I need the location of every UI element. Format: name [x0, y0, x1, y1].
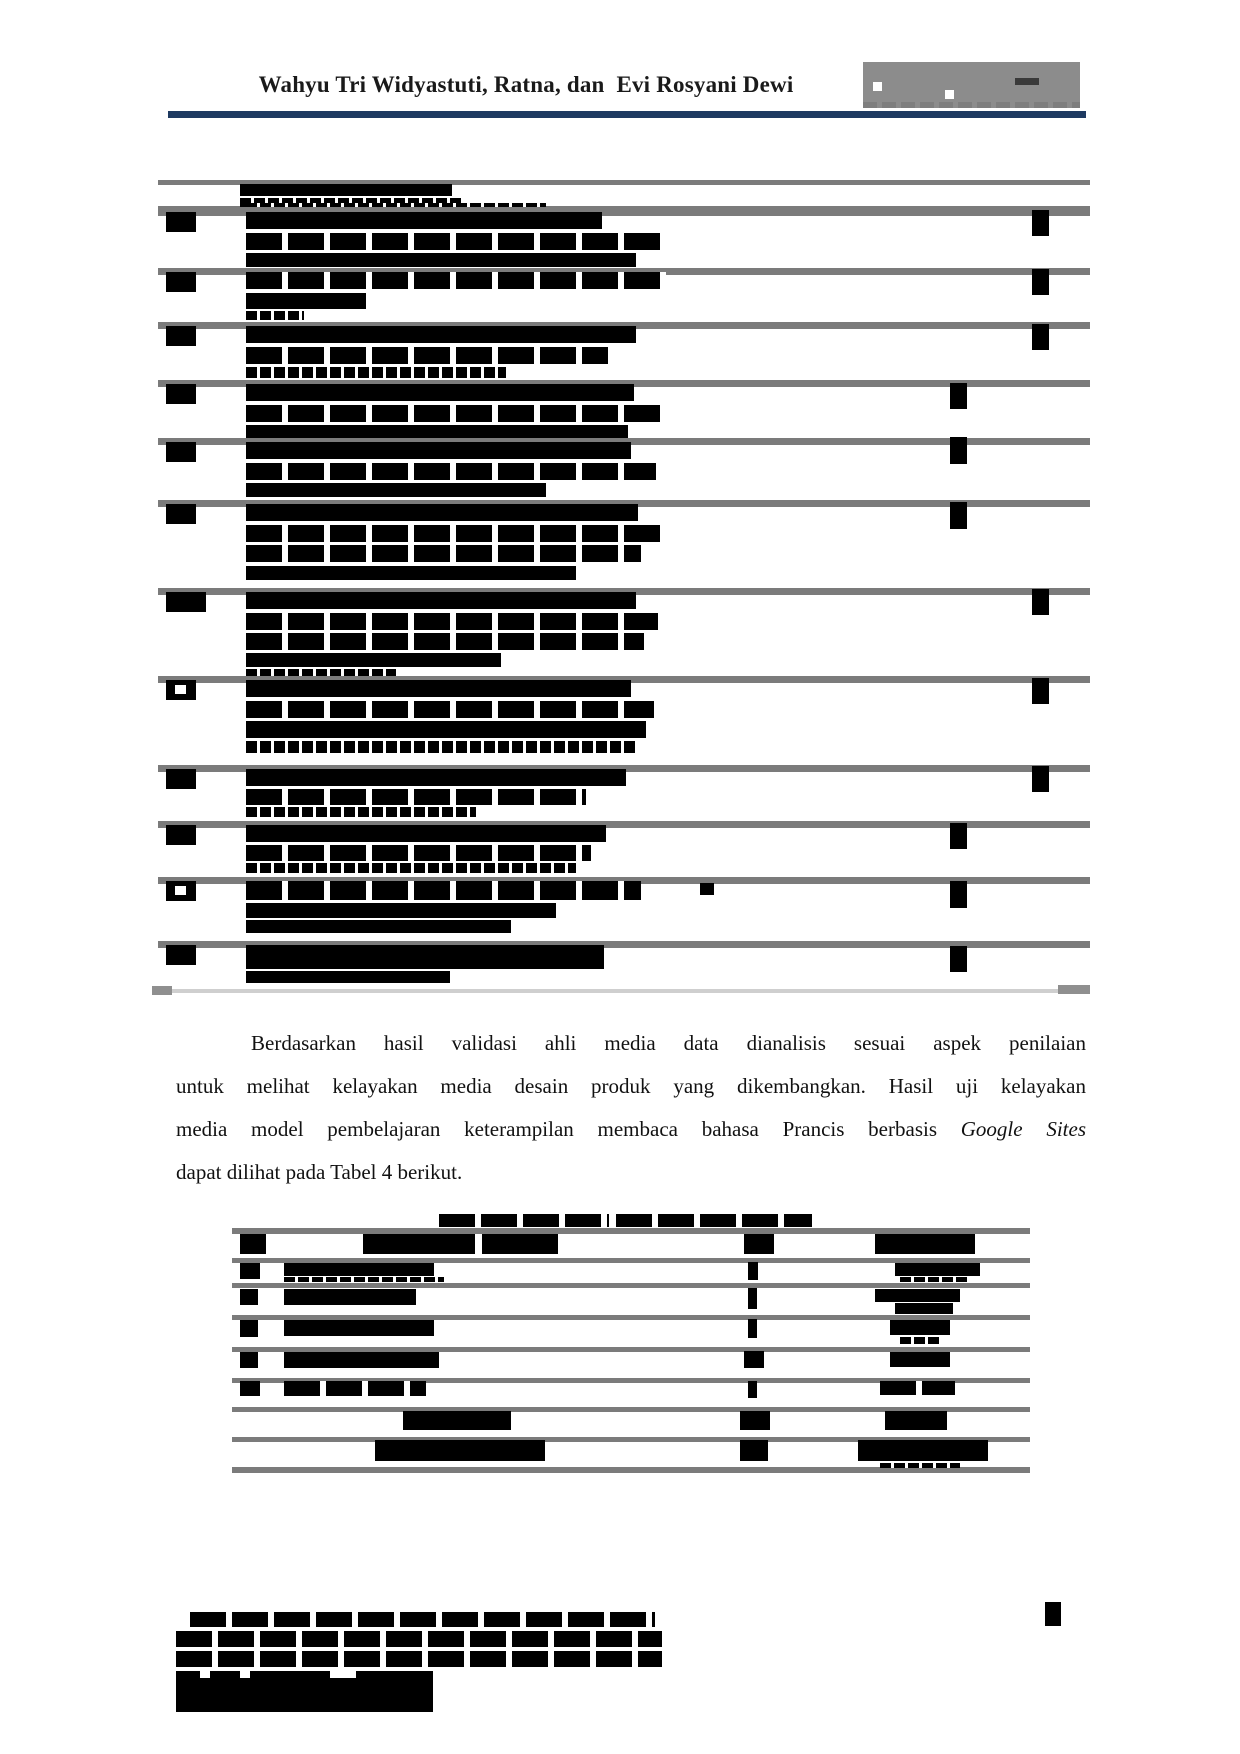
cell-text-redaction — [858, 1440, 988, 1461]
running-head-authors: Wahyu Tri Widyastuti, Ratna, dan Evi Rosyani Dewi — [258, 72, 794, 97]
footnote-gap — [240, 1671, 250, 1678]
footnote-gap — [200, 1671, 210, 1678]
cell-text-redaction — [246, 825, 606, 842]
cell-text-redaction — [748, 1262, 758, 1280]
header-rule — [168, 111, 1086, 118]
table-caption-redaction — [439, 1214, 609, 1227]
cell-text-redaction — [246, 881, 641, 900]
cell-text-redaction — [246, 384, 634, 401]
row-number-redaction — [166, 825, 196, 845]
cell-text-redaction — [284, 1289, 416, 1305]
cell-text-redaction — [875, 1289, 960, 1302]
cell-text-redaction — [246, 504, 638, 521]
score-mark — [1032, 210, 1049, 236]
row-number-redaction — [166, 272, 196, 292]
cell-text-redaction — [740, 1440, 768, 1461]
cell-text-redaction — [880, 1381, 955, 1395]
score-mark — [950, 437, 967, 464]
header-redaction-badge — [863, 62, 1080, 108]
cell-text-redaction — [246, 971, 450, 983]
cell-text-redaction — [744, 1351, 764, 1368]
cell-text-redaction — [246, 212, 602, 229]
cell-text-redaction — [246, 525, 660, 542]
cell-text-redaction — [375, 1440, 545, 1461]
cell-text-redaction — [284, 1320, 434, 1336]
cell-text-redaction — [246, 203, 546, 207]
score-mark — [950, 383, 967, 409]
score-mark — [1032, 269, 1049, 295]
row-number-redaction — [166, 945, 196, 965]
cell-text-redaction — [246, 741, 636, 753]
rule-end-blob — [1058, 985, 1090, 994]
cell-text-redaction — [284, 1263, 434, 1276]
score-mark — [950, 946, 967, 972]
table-caption-redaction — [616, 1214, 812, 1227]
paragraph-line: untuk melihat kelayakan media desain produk yang dikembangkan. Hasil uji kelayakan — [176, 1074, 1086, 1098]
cell-text-redaction — [900, 1337, 940, 1344]
cell-text-redaction — [246, 680, 631, 697]
score-mark — [1032, 324, 1049, 350]
row-number-redaction — [166, 384, 196, 404]
badge-white-mark — [873, 82, 882, 91]
footnote-gap — [330, 1671, 356, 1678]
cell-text-redaction — [246, 633, 644, 650]
cell-text-redaction — [284, 1381, 426, 1396]
cell-text-redaction — [240, 1381, 260, 1396]
cell-text-redaction — [246, 253, 636, 267]
cell-text-redaction — [246, 863, 576, 873]
cell-text-redaction — [246, 807, 476, 817]
row-number-redaction — [166, 881, 196, 901]
row-number-redaction — [166, 592, 206, 612]
cell-text-redaction — [246, 920, 511, 933]
cell-text-redaction — [246, 545, 641, 562]
cell-text-redaction — [240, 1352, 258, 1368]
rule-end-blob — [152, 986, 172, 995]
footnote-redaction — [1045, 1602, 1061, 1626]
cell-text-redaction — [246, 367, 506, 378]
paragraph-line: Berdasarkan hasil validasi ahli media data dianalisis sesuai aspek penilaian — [251, 1031, 1086, 1055]
cell-text-redaction — [246, 845, 591, 861]
cell-text-redaction — [890, 1352, 950, 1367]
cell-text-redaction — [240, 1234, 266, 1254]
cell-text-redaction — [363, 1234, 475, 1254]
paragraph-line: dapat dilihat pada Tabel 4 berikut. — [176, 1160, 463, 1184]
cell-text-redaction — [895, 1263, 980, 1276]
footnote-redaction — [176, 1631, 662, 1647]
paragraph-line: media model pembelajaran keterampilan membaca bahasa Prancis berbasis Google Sites — [176, 1117, 1087, 1141]
cell-text-redaction — [885, 1411, 947, 1430]
score-mark — [950, 502, 967, 529]
cell-text-redaction — [740, 1411, 770, 1430]
cell-text-redaction — [246, 769, 626, 786]
score-mark — [1032, 678, 1049, 704]
cell-text-redaction — [240, 1289, 258, 1305]
cell-text-redaction — [744, 1234, 774, 1254]
cell-text-redaction — [246, 425, 628, 438]
cell-text-redaction — [246, 789, 586, 805]
row-number-redaction — [166, 680, 196, 700]
cell-text-redaction — [403, 1411, 511, 1430]
cell-text-redaction — [246, 463, 656, 480]
row-number-redaction — [166, 326, 196, 346]
cell-text-redaction — [246, 272, 666, 289]
cell-text-redaction — [246, 945, 604, 969]
cell-text-redaction — [246, 613, 658, 630]
row-number-redaction — [166, 442, 196, 462]
table-rule — [232, 1283, 1030, 1288]
cell-text-redaction — [246, 592, 636, 609]
cell-text-redaction — [240, 1320, 258, 1337]
score-mark — [1032, 766, 1049, 792]
cell-text-redaction — [895, 1303, 953, 1314]
footnote-redaction — [176, 1651, 662, 1667]
cell-text-redaction — [246, 903, 556, 918]
cell-text-redaction — [246, 721, 646, 738]
cell-text-redaction — [880, 1463, 960, 1468]
score-mark — [950, 881, 967, 908]
cell-text-redaction — [246, 405, 661, 422]
row-number-redaction — [166, 504, 196, 524]
cell-text-redaction — [284, 1352, 439, 1368]
cell-text-redaction — [246, 701, 654, 718]
cell-text-redaction — [246, 293, 366, 309]
cell-text-redaction — [246, 653, 501, 667]
footnote-redaction — [176, 1671, 433, 1712]
cell-text-redaction — [284, 1277, 444, 1282]
cell-text-redaction — [246, 347, 608, 364]
cell-text-redaction — [246, 233, 660, 250]
body-paragraph — [176, 1022, 1086, 1194]
badge-white-mark — [945, 90, 954, 99]
cell-text-redaction — [246, 442, 631, 459]
cell-text-redaction — [246, 566, 576, 580]
cell-text-redaction — [748, 1288, 757, 1309]
cell-text-redaction — [875, 1234, 975, 1254]
cell-text-redaction — [240, 184, 452, 196]
table-rule — [158, 989, 1090, 993]
cell-text-redaction — [890, 1320, 950, 1335]
row-number-redaction — [166, 212, 196, 232]
cell-text-redaction — [240, 1263, 260, 1279]
italic-phrase: Google Sites — [960, 1117, 1087, 1141]
footnote-redaction — [190, 1612, 655, 1627]
badge-dash-mark — [1015, 78, 1039, 85]
score-mark — [1032, 589, 1049, 615]
cell-text-redaction — [246, 311, 304, 320]
cell-text-redaction — [246, 669, 396, 676]
cell-text-redaction — [748, 1381, 757, 1398]
cell-text-redaction — [246, 326, 636, 343]
score-mark — [950, 823, 967, 849]
cell-text-redaction — [482, 1234, 558, 1254]
cell-text-redaction — [700, 883, 714, 895]
cell-text-redaction — [246, 483, 546, 497]
row-number-redaction — [166, 769, 196, 789]
cell-text-redaction — [748, 1319, 757, 1338]
cell-text-redaction — [900, 1277, 970, 1282]
